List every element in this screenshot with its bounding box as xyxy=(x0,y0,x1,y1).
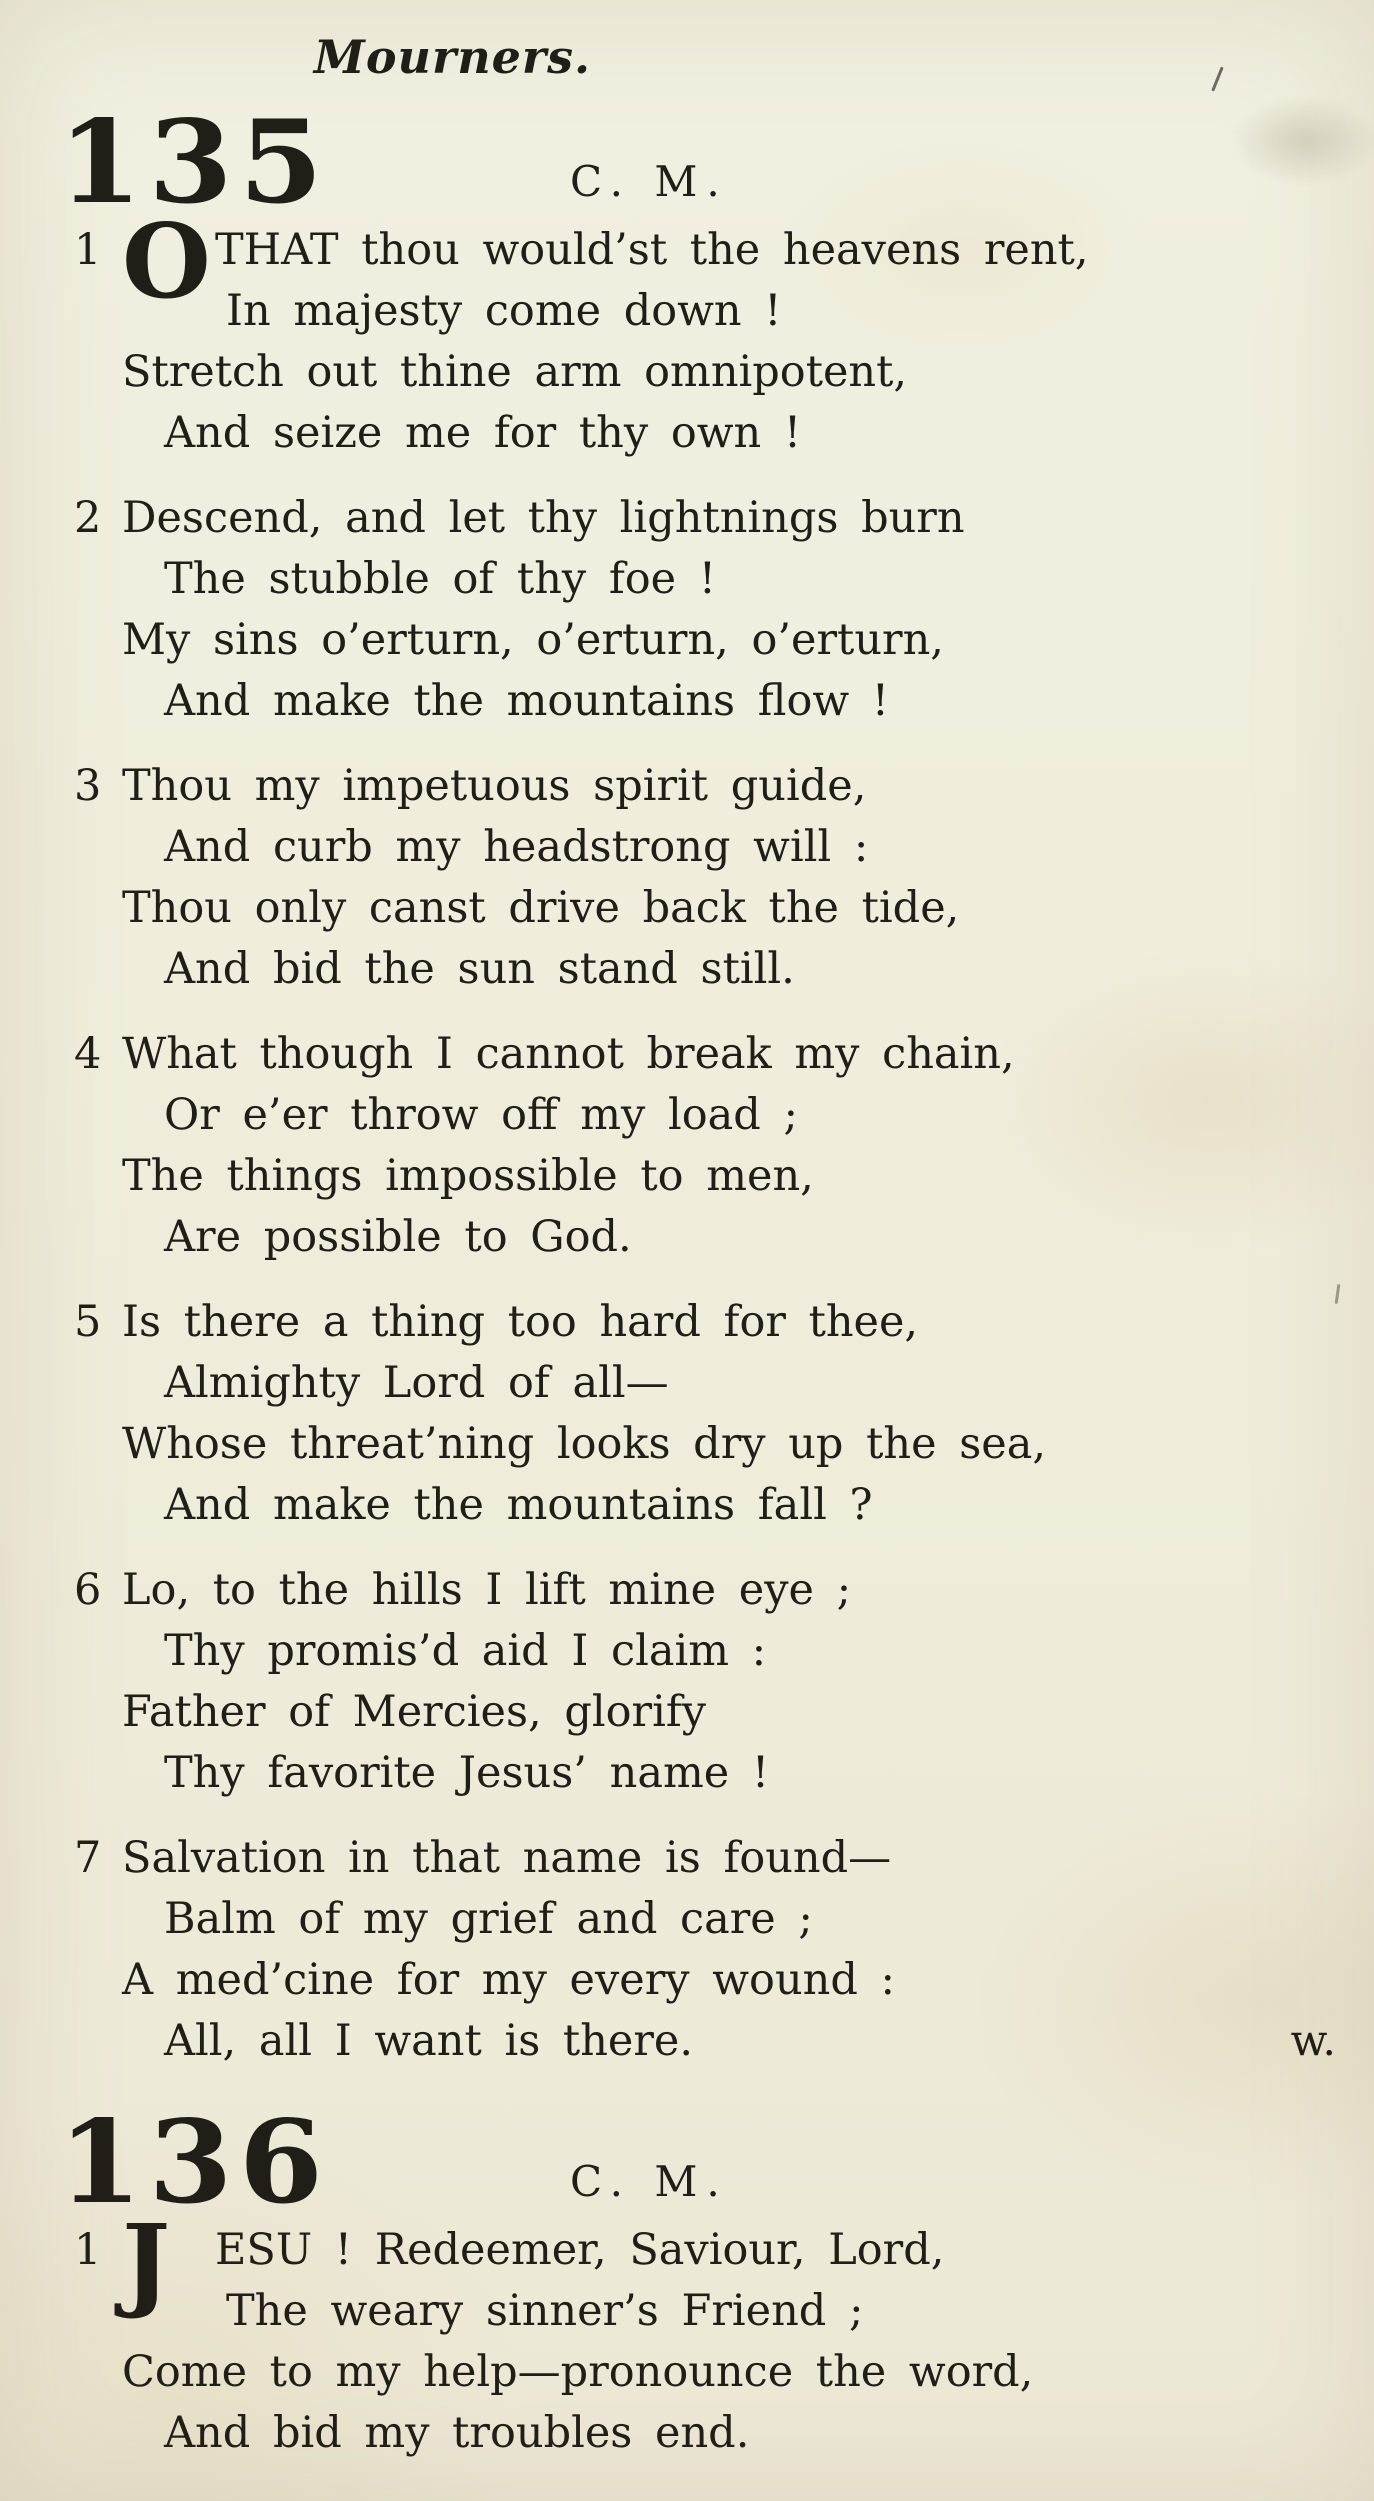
verse-line: Thou only canst drive back the tide, xyxy=(122,883,960,933)
stray-ink-mark xyxy=(1211,66,1224,91)
author-attribution: w. xyxy=(1290,2016,1336,2066)
verse-line: My sins o’erturn, o’erturn, o’erturn, xyxy=(122,615,944,665)
verse-line: Come to my help—pronounce the word, xyxy=(122,2347,1034,2397)
verse xyxy=(74,1560,1340,1804)
hymn-136 xyxy=(0,2096,1374,2464)
verse-line: Salvation in that name is found— xyxy=(122,1833,892,1883)
hymn-verses xyxy=(74,202,1340,2072)
verse-lines xyxy=(122,1560,1340,1804)
hymn-header xyxy=(58,95,1338,229)
verse-line: Almighty Lord of all— xyxy=(164,1358,669,1408)
running-header: Mourners. xyxy=(313,30,592,84)
verse-line: And bid the sun stand still. xyxy=(164,944,795,994)
verse-number: 2 xyxy=(74,493,102,543)
verse xyxy=(74,202,1340,464)
hymn-number: 135 xyxy=(58,95,330,229)
verse-line: And curb my headstrong will : xyxy=(164,822,869,872)
verse-line: Father of Mercies, glorify xyxy=(122,1687,707,1737)
verse-number: 6 xyxy=(74,1565,102,1615)
verse-line: Or e’er throw off my load ; xyxy=(164,1090,798,1140)
verse-line: w. All, all I want is there. xyxy=(122,2011,1340,2072)
verse-line: Is there a thing too hard for thee, xyxy=(122,1297,919,1347)
verse xyxy=(74,1292,1340,1536)
verse-line: And make the mountains fall ? xyxy=(164,1480,873,1530)
hymn-135 xyxy=(0,96,1374,2072)
hymn-meter-label: C. M. xyxy=(570,157,729,206)
verse-number: 3 xyxy=(74,761,102,811)
verse-line: Lo, to the hills I lift mine eye ; xyxy=(122,1565,852,1615)
verse-line: Whose threat’ning looks dry up the sea, xyxy=(122,1419,1047,1469)
drop-cap-letter: O xyxy=(122,202,211,322)
verse-line: And bid my troubles end. xyxy=(164,2408,750,2458)
verse-line: The things impossible to men, xyxy=(122,1151,814,1201)
verse-line: A med’cine for my every wound : xyxy=(122,1955,896,2005)
verse-line: Descend, and let thy lightnings burn xyxy=(122,493,965,543)
verse xyxy=(74,1828,1340,2072)
verse xyxy=(74,1024,1340,1268)
verse xyxy=(74,2202,1340,2464)
verse-line: What though I cannot break my chain, xyxy=(122,1029,1015,1079)
verse-line: Stretch out thine arm omnipotent, xyxy=(122,347,908,397)
hymn-meter-label: C. M. xyxy=(570,2157,729,2206)
verse-line: ESU ! Redeemer, Saviour, Lord, xyxy=(215,2225,945,2275)
verse-line: Balm of my grief and care ; xyxy=(164,1894,813,1944)
verse-line: And make the mountains flow ! xyxy=(164,676,890,726)
verse-lines xyxy=(122,488,1340,732)
hymn-header xyxy=(58,2095,1338,2229)
verse-line: The stubble of thy foe ! xyxy=(164,554,717,604)
verse-lines xyxy=(122,1024,1340,1268)
drop-cap-letter: J xyxy=(122,2202,171,2322)
verse-number: 1 xyxy=(74,2225,102,2275)
verse-line: Thy promis’d aid I claim : xyxy=(164,1626,767,1676)
verse-line: The weary sinner’s Friend ; xyxy=(226,2286,864,2336)
verse xyxy=(74,756,1340,1000)
verse-number: 7 xyxy=(74,1833,102,1883)
verse-lines xyxy=(122,202,1340,464)
verse-lines xyxy=(122,1292,1340,1536)
verse-number: 5 xyxy=(74,1297,102,1347)
hymn-number: 136 xyxy=(58,2095,330,2229)
verse-line: Thou my impetuous spirit guide, xyxy=(122,761,867,811)
hymn-verses xyxy=(74,2202,1340,2464)
hymns xyxy=(0,96,1374,2464)
verse-lines xyxy=(122,756,1340,1000)
verse-line: Thy favorite Jesus’ name ! xyxy=(164,1748,770,1798)
verse-lines xyxy=(122,2202,1340,2464)
verse-line: THAT thou would’st the heavens rent, xyxy=(215,225,1089,275)
verse-number: 4 xyxy=(74,1029,102,1079)
verse-number: 1 xyxy=(74,225,102,275)
verse-line: In majesty come down ! xyxy=(226,286,782,336)
verse xyxy=(74,488,1340,732)
verse-lines xyxy=(122,1828,1340,2072)
verse-line: Are possible to God. xyxy=(164,1212,632,1262)
verse-line: And seize me for thy own ! xyxy=(164,408,802,458)
